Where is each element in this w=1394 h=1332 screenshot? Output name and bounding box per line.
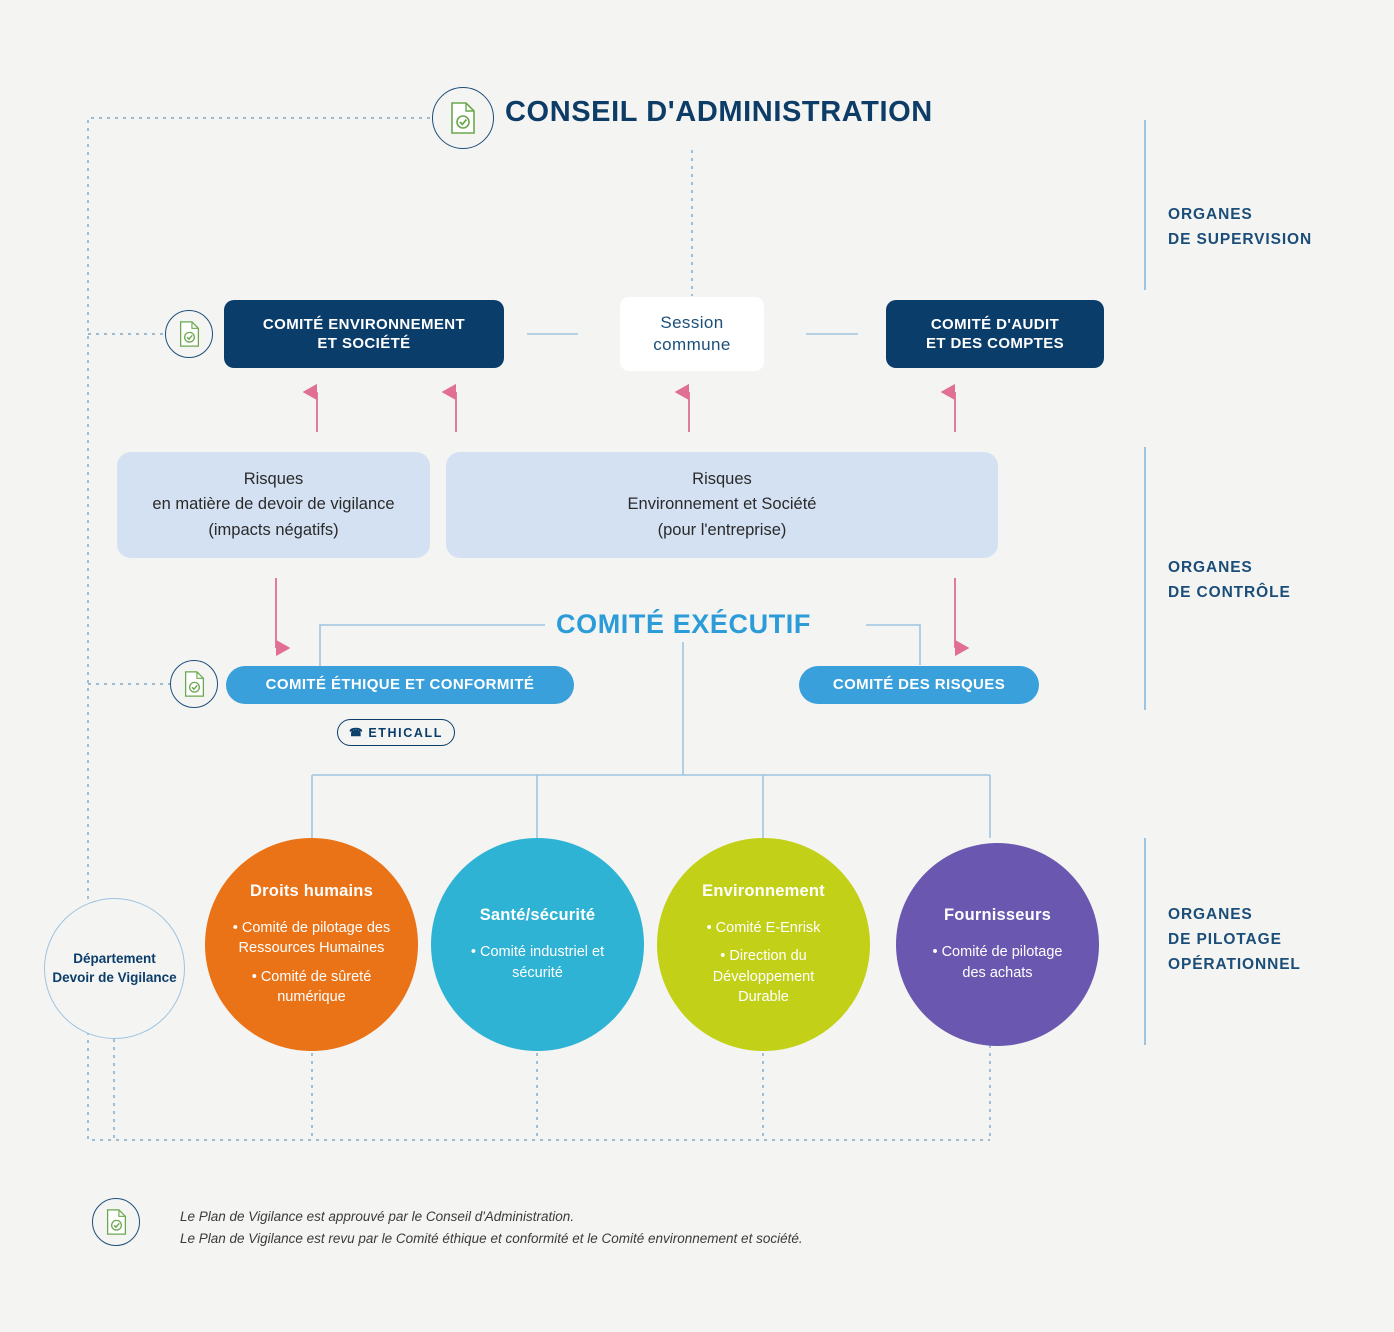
joint-session[interactable] <box>620 297 764 371</box>
risk-box-1-line1: Risques <box>243 469 304 488</box>
committee-audit-accounts[interactable] <box>886 300 1104 368</box>
section-label-supervision-line1: ORGANES <box>1168 206 1253 223</box>
circle-fournisseurs <box>896 843 1099 1046</box>
circle-droits-humains-item-2-line2: numérique <box>277 988 346 1005</box>
circle-droits-humains-item-2-line1: • Comité de sûreté <box>251 968 372 985</box>
circle-droits-humains-item-1-line2: Ressources Humaines <box>238 940 385 957</box>
circle-sante-securite-item-1-line1: • Comité industriel et <box>470 944 605 961</box>
circle-sante-securite-item-1-line2: sécurité <box>512 964 563 981</box>
footnote-line2: Le Plan de Vigilance est revu par le Comité éthique et conformité et le Comité environnement et société. <box>180 1230 803 1246</box>
circle-droits-humains-title: Droits humains <box>250 881 373 900</box>
circle-environnement-item-2 <box>713 946 815 1007</box>
section-label-operational-line1: ORGANES <box>1168 906 1253 923</box>
circle-environnement-item-2-line1: • Direction du <box>720 948 807 965</box>
risk-box-2-line3: (pour l'entreprise) <box>657 520 787 539</box>
risk-box-duty-of-vigilance <box>117 452 430 558</box>
circle-environnement <box>657 838 870 1051</box>
risk-box-2-line2: Environnement et Société <box>627 495 817 514</box>
circle-droits-humains-item-1 <box>233 918 390 959</box>
joint-session-line2: commune <box>653 335 731 354</box>
circle-sante-securite <box>431 838 644 1051</box>
footnote-line1: Le Plan de Vigilance est approuvé par le Conseil d'Administration. <box>180 1209 575 1224</box>
circle-fournisseurs-item-1-line2: des achats <box>962 964 1033 981</box>
section-label-supervision <box>1168 203 1312 253</box>
committee-audit-line2: ET DES COMPTES <box>925 335 1065 352</box>
risk-box-2-line1: Risques <box>692 469 752 488</box>
committee-risks[interactable] <box>799 666 1039 704</box>
circle-fournisseurs-title: Fournisseurs <box>944 906 1051 925</box>
section-label-control <box>1168 556 1291 606</box>
section-label-operational-line2: DE PILOTAGE <box>1168 930 1282 948</box>
risk-box-1-line3: (impacts négatifs) <box>208 520 339 539</box>
document-approval-icon-board <box>432 87 494 149</box>
risk-box-1-line2: en matière de devoir de vigilance <box>152 495 395 514</box>
footnote <box>180 1206 803 1249</box>
risk-box-environment-society <box>446 452 998 558</box>
joint-session-line1: Session <box>660 312 724 332</box>
document-approval-icon-ethics-committee <box>170 660 218 708</box>
committee-risks-label: COMITÉ DES RISQUES <box>832 676 1006 694</box>
committee-environment-society[interactable] <box>224 300 504 368</box>
circle-sante-securite-item-1 <box>471 942 604 983</box>
circle-droits-humains-item-1-line1: • Comité de pilotage des <box>232 919 391 936</box>
circle-droits-humains <box>205 838 418 1051</box>
document-approval-icon-env-committee <box>165 310 213 358</box>
department-duty-of-vigilance <box>44 898 185 1039</box>
section-label-supervision-line2: DE SUPERVISION <box>1168 230 1313 248</box>
section-label-control-line1: ORGANES <box>1168 559 1253 576</box>
circle-environnement-item-2-line2: Développement <box>712 968 815 985</box>
committee-ethics-compliance[interactable] <box>226 666 574 704</box>
committee-environment-society-line1: COMITÉ ENVIRONNEMENT <box>262 315 466 333</box>
committee-ethics-compliance-label: COMITÉ ÉTHIQUE ET CONFORMITÉ <box>265 676 535 694</box>
document-approval-icon-footnote <box>92 1198 140 1246</box>
department-line2: Devoir de Vigilance <box>52 969 177 985</box>
circle-environnement-title: Environnement <box>702 881 825 900</box>
section-label-operational-line3: OPÉRATIONNEL <box>1168 955 1301 973</box>
section-label-operational <box>1168 903 1301 977</box>
page-title-board: CONSEIL D'ADMINISTRATION <box>505 96 933 128</box>
circle-environnement-item-2-line3: Durable <box>738 988 789 1005</box>
circle-fournisseurs-item-1 <box>932 942 1062 983</box>
circle-droits-humains-item-2 <box>252 967 372 1008</box>
circle-sante-securite-title: Santé/sécurité <box>479 906 596 925</box>
ethicall-label: ETHICALL <box>368 725 443 740</box>
phone-icon: ☎ <box>349 727 365 739</box>
circle-environnement-item-1-line1: • Comité E-Enrisk <box>706 919 821 936</box>
page-title-executive-committee: COMITÉ EXÉCUTIF <box>556 609 812 639</box>
section-label-control-line2: DE CONTRÔLE <box>1168 583 1291 601</box>
ethicall-badge[interactable] <box>337 719 455 746</box>
committee-audit-line1: COMITÉ D'AUDIT <box>930 315 1060 333</box>
circle-fournisseurs-item-1-line1: • Comité de pilotage <box>932 944 1063 961</box>
circle-environnement-item-1 <box>707 918 821 938</box>
department-line1: Département <box>73 950 156 966</box>
committee-environment-society-line2: ET SOCIÉTÉ <box>317 335 411 352</box>
